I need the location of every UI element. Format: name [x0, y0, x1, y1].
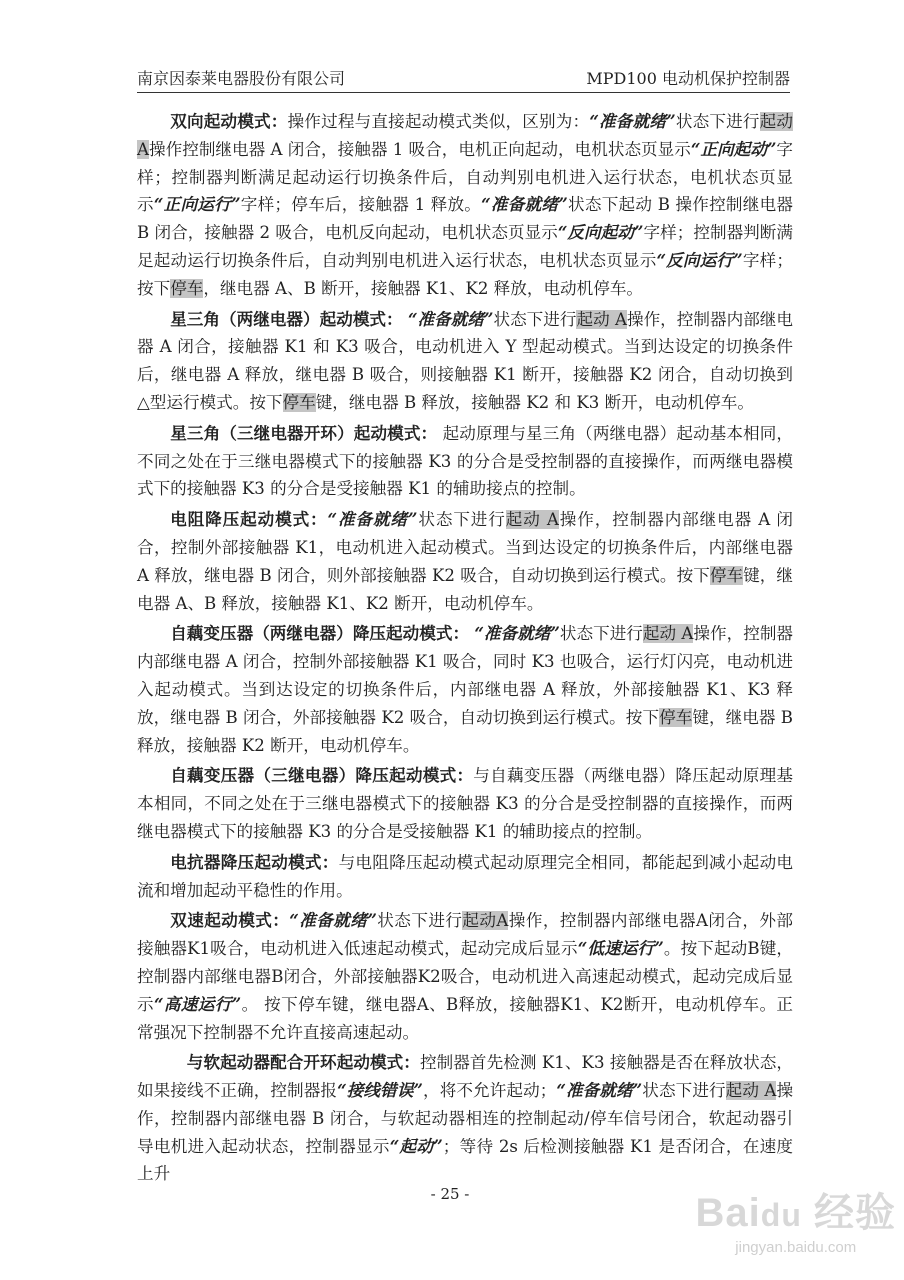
paragraph — [137, 907, 793, 1046]
text-run: 状态下进行 — [493, 309, 577, 329]
quoted-status: “准备就绪” — [589, 111, 676, 131]
paragraph — [137, 420, 793, 503]
text-run: 字样；停车后，接触器 1 释放。 — [240, 195, 482, 215]
text-run: 字样；控制器判断满足起动运行切换条件后，自动判别电机进入运行状态，电机状态页显示 — [137, 223, 794, 270]
paragraph-heading: 自藕变压器（三继电器）降压起动模式： — [170, 765, 474, 786]
highlighted-key: 起动 A — [505, 510, 559, 530]
text-run: ，将不允许起动； — [422, 1081, 557, 1101]
text-run: 操作，控制器内部继电器 B 闭合，与软起动器相连的控制起动/停车信号闭合，软起动器引导电机进入起动状态，控制器显示 — [137, 1081, 794, 1156]
quoted-status: “准备就绪” — [556, 1080, 643, 1101]
quoted-status: “准备就绪” — [407, 308, 494, 329]
paragraph-heading: 双速起动模式： — [170, 910, 290, 931]
text-run: 操作，控制器内部继电器 A 闭合，控制外部接触器 K1 吸合，同时 K3 也吸合，运行灯闪亮，电动机进入起动模式。当到达设定的切换条件后，内部继电器 A 释放，外部接触器 K1、K3 释放，继电器 B 闭合，外部接触器 K2 吸合，自动切换到运行模式。按下 — [137, 624, 794, 727]
text-run: 状态下进行 — [417, 510, 506, 530]
text-run: 与电阻降压起动模式起动原理完全相同，都能起到减小起动电流和增加起动平稳性的作用。 — [137, 852, 794, 900]
highlighted-key: 停车 — [282, 392, 316, 412]
watermark-logo: Baidu 经验 — [695, 1191, 896, 1235]
paragraph-heading: 电抗器降压起动模式： — [170, 851, 339, 872]
text-run: 与自藕变压器（两继电器）降压起动原理基本相同，不同之处在于三继电器模式下的接触器 K3 的分合是受控制器的直接操作，而两继电器模式下的接触器 K3 的分合是受接触器 K1 的辅助接点的控制。 — [137, 766, 793, 841]
highlighted-key: 起动 A — [576, 309, 627, 329]
quoted-status: “起动” — [389, 1135, 443, 1156]
text-run: 状态下起动 B 操作控制继电器 B 闭合，接触器 2 吸合，电机反向起动，电机状态页显示 — [137, 195, 793, 243]
quoted-status: “正向起动” — [690, 138, 777, 159]
text-run: 。按下起动B键，控制器内部继电器B闭合，外部接触器K2吸合，电动机进入高速起动模式，起动完成后显示 — [137, 939, 793, 1014]
quoted-status: “准备就绪” — [481, 194, 568, 215]
text-run: 操作，控制器内部继电器A闭合，外部接触器K1吸合，电动机进入低速起动模式，起动完成后显示 — [137, 911, 794, 959]
paragraph-heading: 自藕变压器（两继电器）降压起动模式： — [170, 623, 470, 644]
text-run: 操作，控制器内部继电器 A 闭合，接触器 K1 和 K3 吸合，电动机进入 Y 型起动模式。当到达设定的切换条件后，继电器 A 释放，继电器 B 吸合，则接触器 K1 断开，接触器 K2 闭合，自动切换到△型运行模式。按下 — [137, 309, 794, 412]
highlighted-key: 起动A — [137, 112, 794, 159]
page-header — [137, 62, 790, 93]
highlighted-key: 起动A — [462, 911, 509, 931]
text-run: 操作，控制器内部继电器 A 闭合，控制外部接触器 K1，电动机进入起动模式。当到达设定的切换条件后，内部继电器 A 释放，继电器 B 闭合，则外部接触器 K2 吸合，自动切换到运行模式。按下 — [137, 510, 794, 585]
quoted-status: “准备就绪” — [289, 910, 377, 931]
text-run: 状态下进行 — [376, 911, 463, 931]
highlighted-key: 停车 — [659, 707, 693, 727]
quoted-status: “正向运行” — [153, 194, 241, 215]
text-run: 字样；按下 — [137, 250, 794, 298]
paragraph — [137, 108, 793, 303]
text-run: 操作过程与直接起动模式类似，区别为： — [287, 112, 590, 131]
quoted-status: “反向运行” — [656, 249, 743, 270]
paragraph-heading: 双向起动模式： — [170, 111, 288, 131]
text-run: 。 按下停车键，继电器A、B释放，接触器K1、K2断开，电动机停车。正常强况下控制器不允许直接高速起动。 — [137, 994, 794, 1042]
text-run: ；等待 2s 后检测接触器 K1 是否闭合，在速度上升 — [137, 1136, 794, 1184]
text-run: 状态下进行 — [559, 624, 643, 644]
paragraph — [137, 849, 793, 905]
watermark-url: jingyan.baidu.com — [735, 1239, 857, 1256]
page-number: - 25 - — [430, 1185, 470, 1203]
quoted-status: “准备就绪” — [327, 509, 418, 530]
paragraph — [137, 1049, 793, 1188]
quoted-status: “反向起动” — [557, 222, 644, 243]
text-run: 状态下进行 — [675, 112, 760, 131]
paragraph-heading: 与软起动器配合开环起动模式： — [186, 1052, 420, 1073]
paragraph — [137, 306, 793, 417]
text-run: 键，继电器 A、B 释放，接触器 K1、K2 断开，电动机停车。 — [137, 565, 793, 613]
highlighted-key: 起动 A — [642, 624, 694, 644]
paragraph — [137, 620, 793, 759]
quoted-status: “高速运行” — [153, 993, 242, 1014]
paragraph — [137, 762, 793, 845]
baidu-watermark — [696, 1190, 896, 1258]
quoted-status: “准备就绪” — [474, 623, 560, 644]
text-run: ，继电器 A、B 断开，接触器 K1、K2 释放，电动机停车。 — [203, 278, 644, 298]
quoted-status: “低速运行” — [577, 938, 664, 959]
company-name: 南京因泰莱电器股份有限公司 — [137, 69, 346, 88]
text-run: 键，继电器 B 释放，接触器 K2 断开，电动机停车。 — [137, 707, 794, 755]
text-run: 状态下进行 — [642, 1081, 726, 1101]
product-title: MPD100 电动机保护控制器 — [586, 69, 790, 88]
highlighted-key: 起动 A — [725, 1081, 777, 1101]
highlighted-key: 停车 — [170, 278, 204, 298]
paragraph-heading: 电阻降压起动模式： — [170, 509, 328, 530]
paragraph-heading: 星三角（三继电器开环）起动模式： — [170, 422, 438, 443]
paragraph — [137, 506, 793, 617]
text-run: 操作控制继电器 A 闭合，接触器 1 吸合，电机正向起动，电机状态页显示 — [148, 139, 691, 159]
document-body — [137, 108, 793, 1191]
highlighted-key: 停车 — [709, 565, 744, 585]
text-run: 起动原理与星三角（两继电器）起动基本相同，不同之处在于三继电器模式下的接触器 K3 的分合是受控制器的直接操作，而两继电器模式下的接触器 K3 的分合是受接触器 K1 的辅助接点的控制。 — [137, 423, 793, 499]
paragraph-heading: 星三角（两继电器）起动模式： — [170, 308, 403, 329]
quoted-status: “接线错误” — [337, 1080, 423, 1101]
text-run: 字样；控制器判断满足起动运行切换条件后，自动判别电机进入运行状态，电机状态页显示 — [137, 139, 794, 215]
text-run: 键，继电器 B 释放，接触器 K2 和 K3 断开，电动机停车。 — [315, 392, 754, 412]
text-run: 控制器首先检测 K1、K3 接触器是否在释放状态，如果接线不正确，控制器报 — [137, 1053, 793, 1101]
